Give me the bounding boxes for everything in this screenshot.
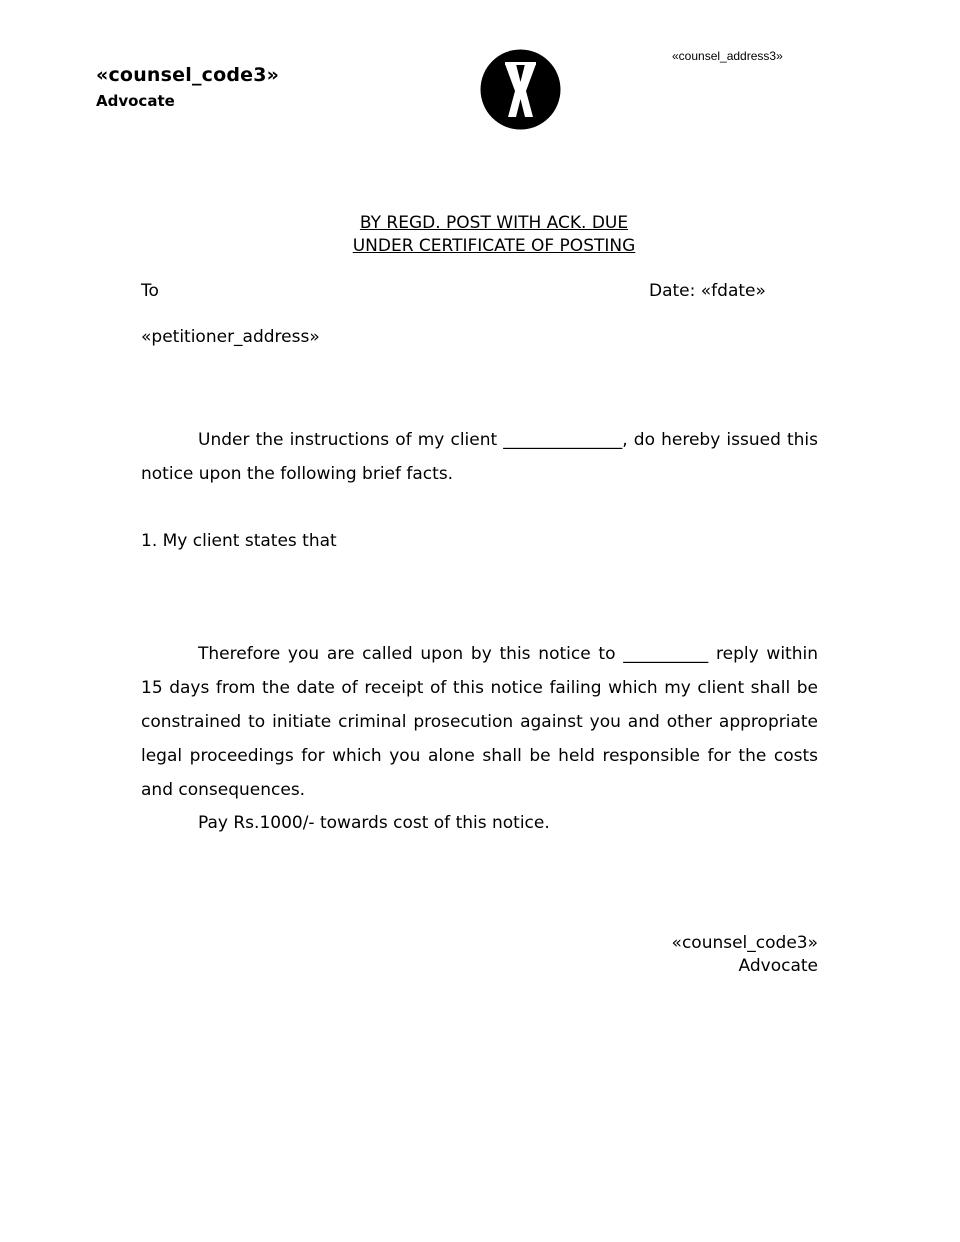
header-counsel-role: Advocate xyxy=(96,92,175,110)
point-1: 1. My client states that xyxy=(141,531,337,551)
petitioner-address: «petitioner_address» xyxy=(141,327,320,347)
to-label: To xyxy=(141,281,159,301)
advocate-emblem-icon xyxy=(480,49,561,130)
signature-name: «counsel_code3» xyxy=(671,933,818,953)
postal-note-line1: BY REGD. POST WITH ACK. DUE xyxy=(359,213,629,233)
header-counsel-address: «counsel_address3» xyxy=(672,49,783,63)
cost-line: Pay Rs.1000/- towards cost of this notice. xyxy=(198,813,550,833)
demand-paragraph: Therefore you are called upon by this notice to __________ reply within 15 days from the date of receipt of this notice failing which my client shall be constrained to initiate criminal prosecution against you and other appropriate legal proceedings for which you alone shall be held responsible for the costs and consequences. xyxy=(141,644,818,800)
header-counsel-name: «counsel_code3» xyxy=(96,64,280,86)
date-label: Date: «fdate» xyxy=(649,281,766,301)
intro-paragraph: Under the instructions of my client ______________, do hereby issued this notice upon the following brief facts. xyxy=(141,430,818,484)
signature-role: Advocate xyxy=(738,956,818,976)
postal-note-line2: UNDER CERTIFICATE OF POSTING xyxy=(352,236,636,256)
